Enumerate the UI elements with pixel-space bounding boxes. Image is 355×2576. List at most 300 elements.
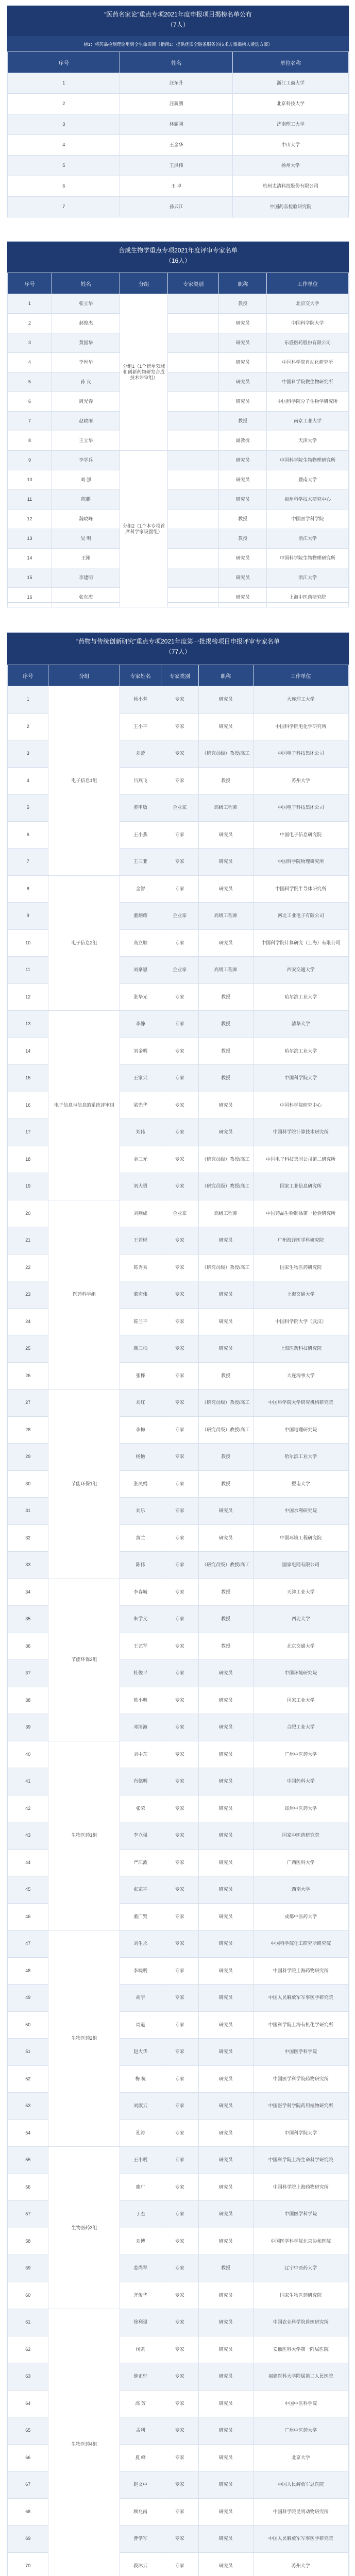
table-cell: 中国科学院生物物理研究所 [267,451,349,470]
table-cell: 李建明 [52,568,120,588]
table-cell: 齐俊华 [120,2282,161,2309]
table-cell: 王立华 [52,431,120,451]
table-cell: 吴 明 [52,529,120,549]
table-cell [168,510,219,529]
table-cell: 专家 [161,2174,198,2201]
table-cell: 上海交通大学 [253,1281,348,1309]
table-cell: 黄兰 [120,1524,161,1552]
table-cell: 薛正轩 [120,2363,161,2391]
table-cell: 58 [8,2228,48,2255]
table-cell: 15 [8,568,52,588]
table-cell: 专家 [161,2363,198,2391]
section-2-subtitle: （16人） [165,257,191,264]
table-cell: 52 [8,2065,48,2093]
table-cell: 教授 [198,1444,253,1471]
table-cell [168,333,219,353]
table-cell: 陈小明 [120,1687,161,1714]
table-cell: 研究员 [198,1308,253,1335]
section-1 [7,5,349,212]
section-3-table [7,665,349,2576]
table-cell: 39 [8,1714,48,1741]
table-cell: 专家 [161,2120,198,2147]
column-header: 序号 [8,52,120,73]
table-cell: 张东海 [52,588,120,607]
table-cell: 王若彬 [120,1227,161,1255]
section-2-title: 合成生物学重点专项2021年度评审专家名单 [119,247,238,254]
table-cell: 研究员 [198,686,253,714]
table-cell: 张家平 [120,1876,161,1904]
table-cell: 教授 [198,767,253,794]
table-cell: 孔涛 [120,2120,161,2147]
table-cell: 研究员 [198,2526,253,2553]
table-cell: 中国环境研究院 [253,1660,348,1687]
table-cell: 研究员 [198,1903,253,1930]
table-cell: 高级工程师 [198,1200,253,1227]
table-cell: 35 [8,1606,48,1633]
table-cell [168,412,219,431]
table-cell: 中国科学院上海生命科学研究院 [253,2147,348,2174]
table-cell: 10 [8,470,52,490]
table-cell: 专家 [161,2282,198,2309]
column-header: 专家姓名 [120,665,161,686]
table-cell: 43 [8,1822,48,1850]
table-cell: 教授 [198,1579,253,1606]
table-cell: 专家 [161,1281,198,1309]
table-cell: 企业家 [161,903,198,930]
table-cell: 广州中医药大学 [253,2417,348,2445]
table-cell: 31 [8,1498,48,1525]
table-cell: 教授 [198,1011,253,1038]
table-cell: 专家 [161,929,198,957]
table-cell: 刘淑云 [120,2093,161,2120]
table-cell: 胡宇 [120,1985,161,2012]
table-cell: 王小平 [120,713,161,740]
table-cell: 中国科学院大学研究机构研究院 [253,1389,348,1417]
table-row [8,73,349,94]
table-cell: 6 [8,392,52,412]
table-cell [168,372,219,392]
table-cell: 李世华 [52,353,120,372]
table-cell: 研究员 [198,1227,253,1255]
table-row [8,2309,349,2336]
table-cell: 2 [8,314,52,333]
table-cell: 专家 [161,2417,198,2445]
table-cell: 专家 [161,1552,198,1579]
table-cell: 38 [8,1687,48,1714]
table-cell [168,451,219,470]
table-row [8,470,349,490]
table-cell: 专家 [161,1038,198,1065]
table-cell: 10 [8,929,48,957]
table-cell: 5 [8,372,52,392]
table-cell: 周光春 [52,392,120,412]
table-cell: 中国科学院大学 [267,314,349,333]
table-cell: 中国科学院上海有机化学研究所 [253,2011,348,2039]
table-cell: 张桦 [120,1362,161,1389]
table-cell: 专家 [161,2228,198,2255]
table-cell: 7 [8,849,48,876]
table-cell: 黄国华 [52,333,120,353]
table-cell: 赵大华 [120,2039,161,2066]
table-cell: 张华光 [120,984,161,1011]
table-cell: 专家 [161,2039,198,2066]
table-cell: 曹学军 [120,2526,161,2553]
table-cell: （研究员级）教授/高工 [198,1416,253,1444]
table-cell: 中国科学院大学 [253,1065,348,1092]
table-cell: 专家 [161,1011,198,1038]
table-cell: 4 [8,135,120,156]
table-cell: 教授 [198,984,253,1011]
table-row [8,353,349,372]
table-cell: 研究员 [198,1876,253,1904]
table-cell: （研究员级）教授/高工 [198,1389,253,1417]
table-cell: 专家 [161,1768,198,1795]
table-cell: 研究员 [219,392,267,412]
table-cell: 郑州中医药大学 [253,1795,348,1822]
table-cell: 杜俊平 [120,1660,161,1687]
table-cell: 3 [8,114,120,135]
column-header: 分组 [48,665,120,686]
table-cell: 浙江工商大学 [232,73,348,94]
table-cell: 国家电网有限公司 [253,1552,348,1579]
table-cell: 刘 强 [52,470,120,490]
section-1-title: “医药名家论”重点专项2021年度申报项目揭榜名单公布 [104,11,252,18]
section-1-subtitle: （7人） [167,21,189,28]
table-cell: 王刚 [52,549,120,568]
table-cell: 专家 [161,2255,198,2282]
table-cell: 61 [8,2309,48,2336]
table-cell: 2 [8,713,48,740]
table-cell: 杨凯 [120,2336,161,2363]
table-cell: 汪新鹏 [120,94,232,114]
table-cell: 王金华 [120,135,232,156]
table-cell: 中国环境工程研究院 [253,1524,348,1552]
table-cell: 专家 [161,1524,198,1552]
table-cell: 刘豪恩 [120,957,161,984]
table-cell: 研究员 [198,1957,253,1985]
table-cell: 专家 [161,2065,198,2093]
table-cell: 研究员 [198,1714,253,1741]
table-row [8,156,349,176]
table-cell: 专家 [161,1579,198,1606]
column-header: 姓名 [120,52,232,73]
table-cell: 40 [8,1741,48,1768]
table-cell: 赵晓雨 [52,412,120,431]
table-row [8,451,349,470]
table-cell: 研究员 [198,2039,253,2066]
table-cell: 专家 [161,1660,198,1687]
table-cell: 河北工业电子有限公司 [253,903,348,930]
table-cell: 5 [8,794,48,822]
table-cell: 教授 [198,1362,253,1389]
table-cell: 研究员 [198,1849,253,1876]
table-cell: 53 [8,2093,48,2120]
table-cell: 中国地理研究院 [253,1416,348,1444]
table-cell: 西南大学 [253,1876,348,1904]
group-cell: 生物医药2组 [48,1930,120,2147]
table-cell: 广西医科大学 [253,1849,348,1876]
table-cell: 4 [8,767,48,794]
table-cell: （研究员级）教授/高工 [198,1552,253,1579]
table-cell: 5 [8,156,120,176]
table-cell: 大连理工大学 [253,686,348,714]
table-cell: 19 [8,1173,48,1200]
table-cell: 研究员 [198,2417,253,2445]
table-row [8,294,349,314]
table-cell: 15 [8,1065,48,1092]
table-cell: 李梅 [120,1416,161,1444]
table-cell: 企业家 [161,957,198,984]
table-cell: 中国医学科学院药用植物研究所 [253,2093,348,2120]
table-cell: 24 [8,1308,48,1335]
table-cell: 王三亚 [120,849,161,876]
table-cell: 11 [8,490,52,510]
table-cell: 研究员 [198,849,253,876]
section-1-table [7,52,349,217]
table-row [8,431,349,451]
table-cell: 李春城 [120,1579,161,1606]
table-cell: 42 [8,1795,48,1822]
table-cell: 国家中医药研究院 [253,1822,348,1850]
table-cell: 企业家 [161,1200,198,1227]
table-cell: 哈尔滨工业大学 [253,1444,348,1471]
table-cell: 专家 [161,1714,198,1741]
table-cell: （研究员级）教授/高工 [198,740,253,768]
table-cell: 研究员 [198,2309,253,2336]
table-cell: 陈伟 [120,1552,161,1579]
table-cell: 中国科学院电化学研究所 [253,713,348,740]
table-row [8,1930,349,1958]
table-cell: 王家兴 [120,1065,161,1092]
table-cell: 专家 [161,1227,198,1255]
table-cell: 张凤娟 [120,1470,161,1498]
table-cell: 天津大学 [267,431,349,451]
table-cell: 扬州大学 [232,156,348,176]
table-cell: 研究员 [198,2444,253,2471]
table-cell: 成都中医药大学 [253,1903,348,1930]
table-cell: 研究员 [198,1660,253,1687]
table-cell: 王小明 [120,2147,161,2174]
table-cell: 研究员 [198,1795,253,1822]
table-cell: 高 芳 [120,2390,161,2417]
table-cell [168,529,219,549]
column-header: 专家类别 [168,273,219,294]
table-cell: 哈尔滨工业大学 [253,1038,348,1065]
table-cell: 14 [8,549,52,568]
table-cell: 教授 [198,1470,253,1498]
table-cell: 梁光华 [120,1092,161,1119]
table-cell: 研究员 [198,2120,253,2147]
table-cell: 国家生物医药研究院 [253,2282,348,2309]
table-cell: 朱学义 [120,1606,161,1633]
table-cell: 中国科学院微生物研究所 [267,372,349,392]
table-cell: 研究员 [219,568,267,588]
table-cell: 32 [8,1524,48,1552]
table-cell: 专家 [161,1362,198,1389]
table-cell: 中国医学科学院 [253,2039,348,2066]
section-3-subtitle: （77人） [165,648,191,655]
table-cell: 37 [8,1660,48,1687]
column-header: 分组 [120,273,168,294]
table-cell: 18 [8,1146,48,1173]
table-cell: 杨艳 [120,1444,161,1471]
table-row [8,529,349,549]
table-cell: 44 [8,1849,48,1876]
table-cell: 专家 [161,686,198,714]
group-cell: 生物医药4组 [48,2309,120,2576]
table-cell: 教授 [198,1633,253,1660]
table-cell: 4 [8,353,52,372]
table-cell: 专家 [161,2498,198,2526]
table-cell: 国家工业大学 [253,1687,348,1714]
table-cell: 专家 [161,2552,198,2576]
table-row [8,875,349,903]
column-header: 单位名称 [232,52,348,73]
table-cell: 17 [8,1119,48,1146]
table-cell: 8 [8,875,48,903]
table-cell: 中国人民解放军军事医学研究院 [253,1985,348,2012]
table-cell [168,294,219,314]
table-cell: 董炳耀 [120,903,161,930]
table-cell [168,568,219,588]
table-cell: 王艺军 [120,1633,161,1660]
table-cell: 高级工程师 [198,903,253,930]
table-cell: 中国电子科技集团公司 [253,740,348,768]
table-cell [168,392,219,412]
table-row [8,1579,349,1606]
table-cell: 合肥工业大学 [253,1714,348,1741]
table-cell: 研究员 [219,451,267,470]
table-cell: 北京大学 [253,2444,348,2471]
table-cell: 7 [8,197,120,217]
table-cell: 专家 [161,1470,198,1498]
table-cell: 天津工业大学 [253,1579,348,1606]
table-cell: 研究员 [198,2363,253,2391]
table-cell: 高级工程师 [198,957,253,984]
table-cell: 69 [8,2526,48,2553]
table-cell: 中国农业科学院兽医研究所 [253,2309,348,2336]
table-cell: 中国中医科学院 [253,2390,348,2417]
table-row [8,114,349,135]
table-cell: 专家 [161,1741,198,1768]
table-cell: 研究员 [198,2336,253,2363]
table-cell: 34 [8,1579,48,1606]
table-cell: 清华大学 [253,1011,348,1038]
table-cell: 李静 [120,1011,161,1038]
table-cell: 段沐云 [120,2552,161,2576]
table-cell: 济南理工大学 [232,114,348,135]
table-cell: 研究员 [198,1524,253,1552]
table-cell: 62 [8,2336,48,2363]
table-cell: 研究员 [198,2390,253,2417]
table-cell: 12 [8,984,48,1011]
table-cell: 东盛医药股份有限公司 [267,333,349,353]
table-cell: 刘燕成 [120,1200,161,1227]
table-row [8,588,349,607]
table-cell: 中国科学院上海药物研究所 [253,1957,348,1985]
column-header: 姓名 [52,273,120,294]
table-cell: 50 [8,2011,48,2039]
table-cell: 中国水利研究院 [253,1498,348,1525]
table-cell: 辽宁中医药大学 [253,2255,348,2282]
table-cell: 中国科学院化工研究所研究院 [253,1930,348,1958]
group-cell: 医药科学组 [48,1200,120,1389]
table-cell: 46 [8,1903,48,1930]
group-cell: 生物医药3组 [48,2147,120,2309]
table-cell: 北京交大学 [267,294,349,314]
table-cell: 暨南大学 [253,1470,348,1498]
table-cell: 教授 [198,1065,253,1092]
table-cell: 专家 [161,1985,198,2012]
table-cell: 中国电子科技集团公司第二研究所 [253,1146,348,1173]
table-cell: 49 [8,1985,48,2012]
table-cell: 专家 [161,1119,198,1146]
table-cell: 西北大学 [253,1606,348,1633]
table-cell: 专家 [161,2444,198,2471]
table-cell: 20 [8,1200,48,1227]
table-cell: 22 [8,1254,48,1281]
table-cell: 刘红 [120,1389,161,1417]
table-cell: 中山大学 [232,135,348,156]
table-row [8,372,349,392]
table-cell: 北京科技大学 [232,94,348,114]
table-cell: 中国电子信息研究院 [253,821,348,849]
table-cell: 丁杰 [120,2201,161,2228]
table-cell: 研究员 [219,314,267,333]
table-cell: 研究员 [198,2228,253,2255]
table-cell: 专家 [161,2390,198,2417]
table-cell: 孙云江 [120,197,232,217]
table-cell [168,314,219,333]
table-cell: 研究员 [198,2011,253,2039]
table-cell: 中国药品生物制品第一检验研究所 [253,1200,348,1227]
column-header: 职称 [219,273,267,294]
table-cell: 专家 [161,1930,198,1958]
table-cell: 研究员 [198,1985,253,2012]
table-cell: 27 [8,1389,48,1417]
table-cell: 3 [8,740,48,768]
table-cell: 中国医学科学院 [267,510,349,529]
table-cell: 李学兵 [52,451,120,470]
table-cell: 黄甲敏 [120,794,161,822]
table-row [8,392,349,412]
table-row [8,333,349,353]
table-cell: 专家 [161,1606,198,1633]
table-cell: 专家 [161,1416,198,1444]
table-cell: 刘大勇 [120,1173,161,1200]
group-cell: 分组1（1个榜单领域和创新药物研发合成技术评审组） [120,294,168,451]
table-cell: 3 [8,333,52,353]
table-cell: 暨南大学 [267,470,349,490]
table-cell: 高立顺 [120,929,161,957]
table-row [8,568,349,588]
table-cell: 48 [8,1957,48,1985]
table-cell: 研究员 [198,875,253,903]
table-cell: 郝俊杰 [52,314,120,333]
table-cell: 研究员 [198,2174,253,2201]
table-cell: 专家 [161,2201,198,2228]
table-cell: 中国医学科学院 [253,2201,348,2228]
table-cell: 67 [8,2471,48,2499]
table-cell: 专家 [161,1876,198,1904]
table-cell: 副教授 [219,431,267,451]
table-cell: 专家 [161,1254,198,1281]
table-cell: 教授 [198,1606,253,1633]
table-cell: 中国科学院分子生物学研究所 [267,392,349,412]
table-cell: 杨小芳 [120,686,161,714]
table-cell: 中国电子科技集团公司 [253,794,348,822]
table-cell: 68 [8,2498,48,2526]
